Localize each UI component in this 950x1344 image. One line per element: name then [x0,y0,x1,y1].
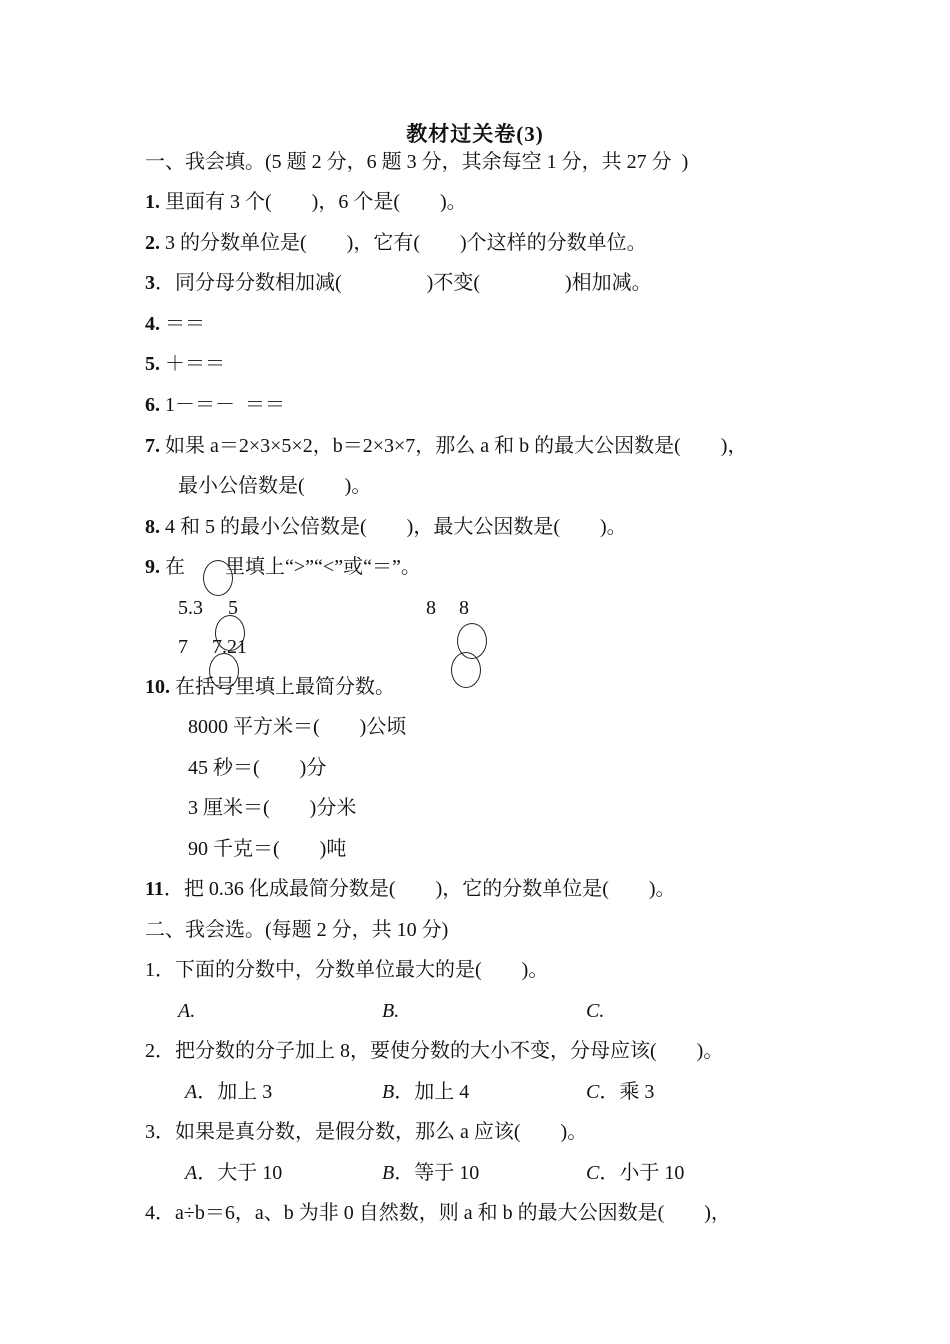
option-text: ．等于 10 [394,1162,480,1184]
question-4 [145,312,205,336]
compare-1-left: 5.3 [178,597,203,619]
question-text: 里面有 3 个( )，6 个是( )。 [160,191,467,213]
question-number: 3 [145,1121,155,1143]
option-letter: B [382,1081,395,1103]
question-text: ＝＝ [160,313,205,335]
option-a[interactable] [185,1080,272,1104]
question-6 [145,393,285,417]
option-b[interactable] [382,1161,479,1185]
compare-3-right: 7.21 [212,636,247,658]
question-10 [145,675,395,699]
option-c[interactable] [586,1161,684,1185]
option-b[interactable] [382,1080,469,1104]
answer-circle[interactable] [203,560,233,596]
option-letter: B [382,1162,395,1184]
conversion-item: 90 千克＝( )吨 [188,838,347,860]
question-7-continuation: 最小公倍数是( )。 [178,475,372,497]
question-text: 在 里填上“>”“<”或“＝”。 [160,556,421,578]
question-number: 10. [145,676,170,698]
option-letter: A [185,1081,198,1103]
question-text: 3 的分数单位是( )，它有( )个这样的分数单位。 [160,232,647,254]
question-text: ＋＝＝ [160,353,225,375]
section2-header: 二、我会选。(每题 2 分，共 10 分) [145,919,449,941]
option-text: ．大于 10 [197,1162,283,1184]
question-number: 1. [145,191,160,213]
compare-3-left: 7 [178,636,188,658]
choice-question-1 [145,958,548,982]
answer-circle[interactable] [215,615,245,651]
option-text: ．加上 3 [197,1081,273,1103]
question-number: 9. [145,556,160,578]
answer-circle[interactable] [451,652,481,688]
conversion-item: 3 厘米＝( )分米 [188,797,357,819]
option-letter: C [586,1081,600,1103]
page-title: 教材过关卷(3) [406,122,544,146]
option-c[interactable]: C. [586,1000,605,1022]
choice-question-4 [145,1201,731,1225]
question-text: 在括号里填上最简分数。 [170,676,395,698]
question-number: 7. [145,435,160,457]
question-text: 4 和 5 的最小公倍数是( )，最大公因数是( )。 [160,516,627,538]
question-number: 8. [145,516,160,538]
question-text: ．如果是真分数，是假分数，那么 a 应该( )。 [155,1121,588,1143]
question-number: 11 [145,878,164,900]
question-number: 3 [145,272,155,294]
question-text: ．a÷b＝6，a、b 为非 0 自然数，则 a 和 b 的最大公因数是( )， [155,1202,731,1224]
question-number: 2. [145,232,160,254]
compare-1-right: 5 [228,597,238,619]
question-8 [145,515,627,539]
compare-2-left: 8 [426,597,436,619]
compare-2-right: 8 [459,597,469,619]
option-letter: C [586,1162,600,1184]
option-a[interactable]: A. [178,1000,196,1022]
option-b[interactable]: B. [382,1000,400,1022]
option-text: ．加上 4 [394,1081,470,1103]
question-1 [145,190,467,214]
section1-header: 一、我会填。(5 题 2 分，6 题 3 分，其余每空 1 分，共 27 分 ) [145,151,689,173]
option-letter: A [185,1162,198,1184]
question-text: ．下面的分数中，分数单位最大的是( )。 [155,959,549,981]
question-text: 1－＝－ ＝＝ [160,394,285,416]
option-text: ．乘 3 [599,1081,655,1103]
choice-question-2 [145,1039,723,1063]
question-number: 6. [145,394,160,416]
question-5 [145,352,225,376]
conversion-item: 45 秒＝( )分 [188,757,327,779]
question-7 [145,434,747,458]
option-a[interactable] [185,1161,282,1185]
question-9 [145,555,421,579]
option-c[interactable] [586,1080,654,1104]
question-2 [145,231,647,255]
conversion-item: 8000 平方米＝( )公顷 [188,716,407,738]
question-text: 如果 a＝2×3×5×2，b＝2×3×7，那么 a 和 b 的最大公因数是( )， [160,435,748,457]
question-number: 2 [145,1040,155,1062]
choice-question-3 [145,1120,587,1144]
question-11 [145,877,676,901]
question-number: 5. [145,353,160,375]
question-number: 1 [145,959,155,981]
question-text: ．把 0.36 化成最简分数是( )，它的分数单位是( )。 [163,878,676,900]
option-text: ．小于 10 [599,1162,685,1184]
question-text: ．同分母分数相加减( )不变( )相加减。 [155,272,652,294]
question-3 [145,271,652,295]
question-text: ．把分数的分子加上 8，要使分数的大小不变，分母应该( )。 [155,1040,724,1062]
question-number: 4. [145,313,160,335]
question-number: 4 [145,1202,155,1224]
